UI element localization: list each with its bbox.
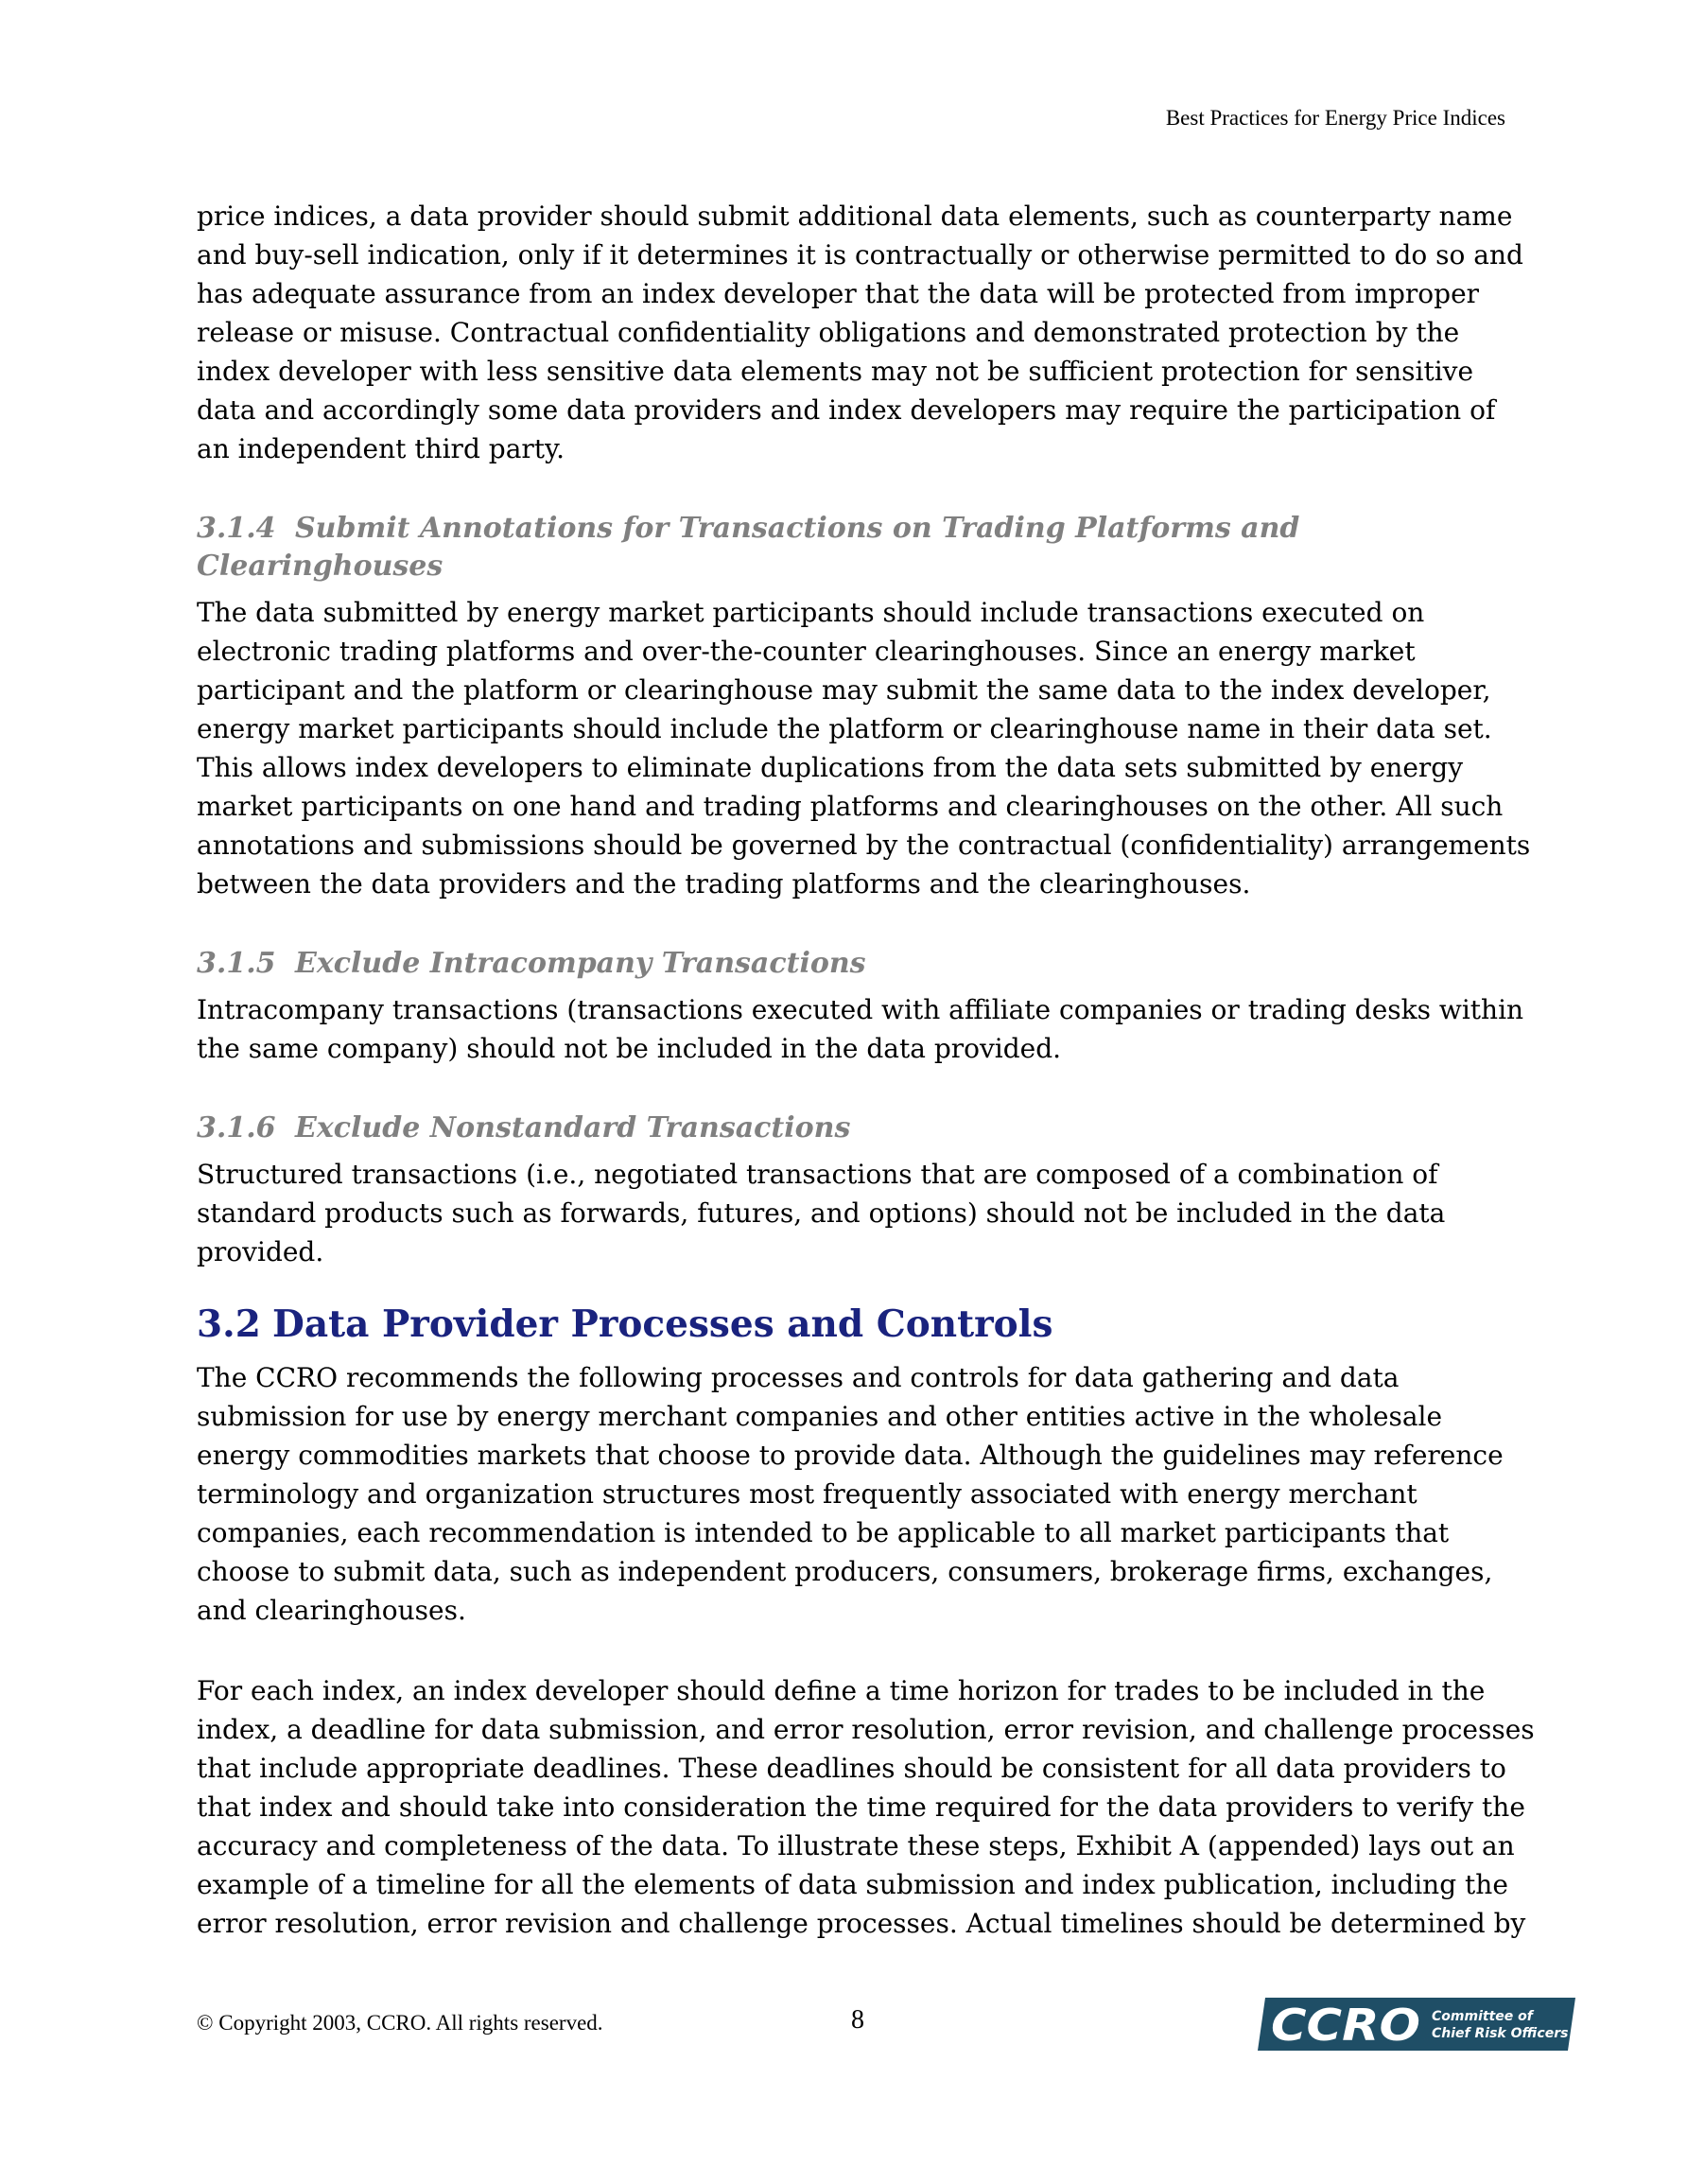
page-footer [197, 1998, 1577, 2054]
copyright-notice: © Copyright 2003, CCRO. All rights reserved. [197, 2011, 603, 2035]
section-3-2-paragraph-1: The CCRO recommends the following processes and controls for data gathering and data submission for use by energy merchant companies and other entities active in the wholesale energy commodities markets that choose to provide data. Although the guidelines may reference terminology and organization structures most frequently associated with energy merchant companies, each recommendation is intended to be applicable to all market participants that choose to submit data, such as independent producers, consumers, brokerage firms, exchanges, and clearinghouses. [197, 1362, 1504, 1626]
logo-tagline-line2: Chief Risk Officers [1432, 2026, 1569, 2041]
section-3-1-5-heading [197, 945, 1536, 983]
section-3-1-4-body: The data submitted by energy market participants should include transactions executed on electronic trading platforms and over-the-counter clearinghouses. Since an energy market participant and the platform or clearinghouse may submit the same data to the index developer, energy market participants should include the platform or clearinghouse name in their data set. This allows index developers to eliminate duplications from the data sets submitted by energy market participants on one hand and trading platforms and clearinghouses on the other. All such annotations and submissions should be governed by the contractual (confidentiality) arrangements between the data providers and the trading platforms and the clearinghouses. [197, 597, 1531, 900]
page-content [197, 197, 1536, 1943]
section-3-1-6-heading [197, 1109, 1536, 1147]
page-number: 8 [851, 2005, 864, 2035]
ccro-logo [1258, 1998, 1575, 2051]
section-3-1-4-heading [197, 510, 1536, 585]
section-3-2-paragraph-2: For each index, an index developer should define a time horizon for trades to be included in the index, a deadline for data submission, and error resolution, error revision, and challenge processes that include appropriate deadlines. These deadlines should be consistent for all data providers to that index and should take into consideration the time required for the data providers to verify the accuracy and completeness of the data. To illustrate these steps, Exhibit A (appended) lays out an example of a timeline for all the elements of data submission and index publication, including the error resolution, error revision and challenge processes. Actual timelines should be determined by [197, 1675, 1535, 1939]
section-number: 3.2 [197, 1302, 261, 1346]
section-title: Data Provider Processes and Controls [272, 1302, 1053, 1346]
section-title: Submit Annotations for Transactions on Trading Platforms and Clearinghouses [197, 512, 1300, 583]
section-3-2-heading [197, 1300, 1536, 1349]
section-number: 3.1.5 [197, 947, 276, 980]
section-3-1-5-body: Intracompany transactions (transactions executed with affiliate companies or trading desks within the same company) should not be included in the data provided. [197, 994, 1524, 1064]
section-number: 3.1.4 [197, 512, 276, 545]
running-header: Best Practices for Energy Price Indices [1165, 106, 1505, 130]
logo-tagline-line1: Committee of [1432, 2009, 1533, 2024]
logo-wordmark: CCRO [1271, 2000, 1420, 2051]
section-title: Exclude Intracompany Transactions [295, 947, 866, 980]
section-3-1-6-body: Structured transactions (i.e., negotiated transactions that are composed of a combination of standard products such as forwards, futures, and options) should not be included in the data provided. [197, 1159, 1446, 1267]
section-title: Exclude Nonstandard Transactions [295, 1111, 851, 1144]
intro-paragraph: price indices, a data provider should submit additional data elements, such as counterparty name and buy-sell indication, only if it determines it is contractually or otherwise permitted to do so and has adequate assurance from an index developer that the data will be protected from improper release or misuse. Contractual confidentiality obligations and demonstrated protection by the index developer with less sensitive data elements may not be sufficient protection for sensitive data and accordingly some data providers and index developers may require the participation of an independent third party. [197, 201, 1523, 464]
section-number: 3.1.6 [197, 1111, 276, 1144]
